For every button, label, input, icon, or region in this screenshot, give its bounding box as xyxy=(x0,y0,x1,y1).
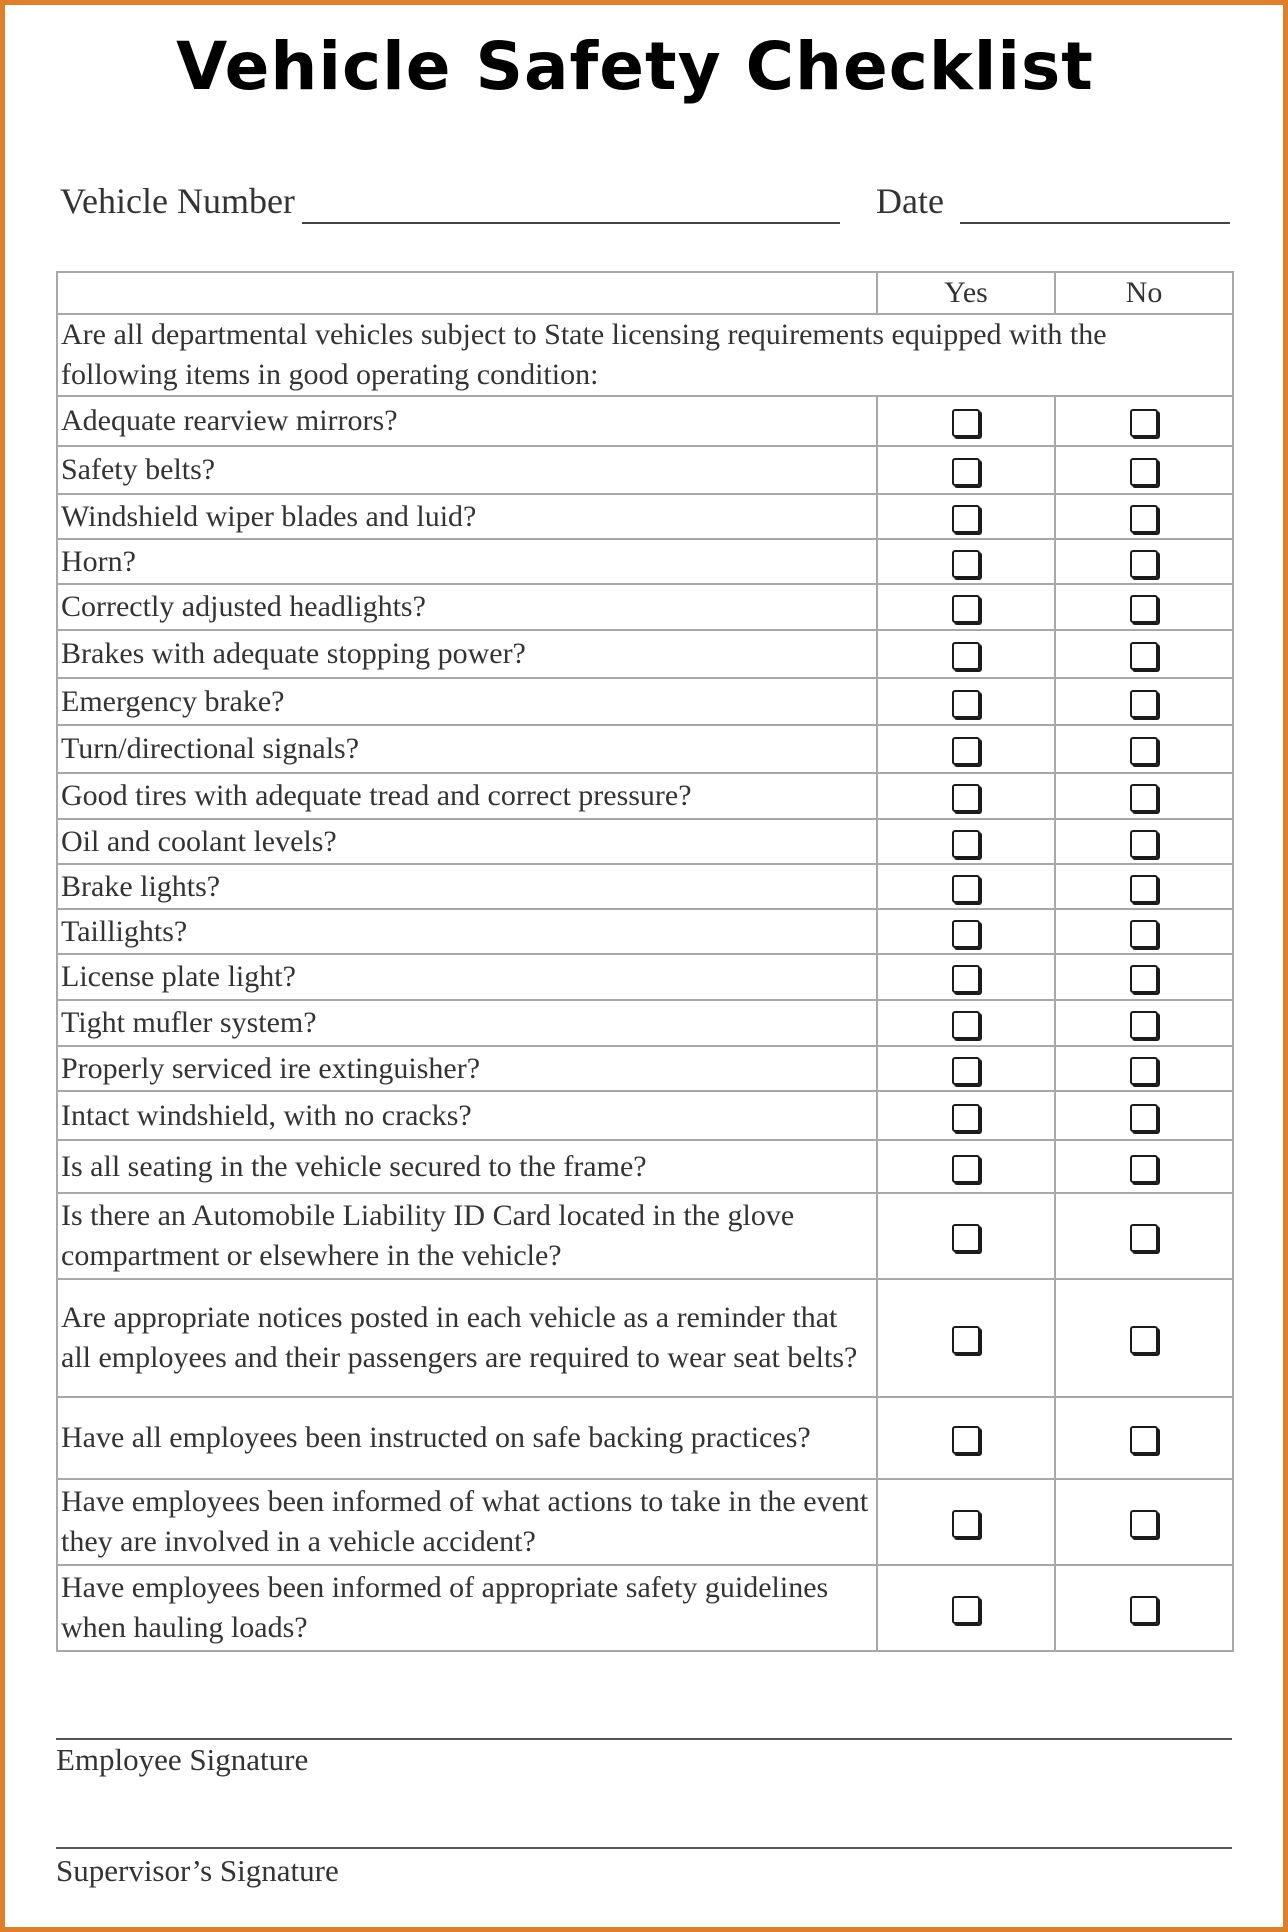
question-text: Good tires with adequate tread and correct pressure? xyxy=(57,773,877,819)
table-row xyxy=(57,773,1233,819)
question-text: License plate light? xyxy=(57,954,877,1000)
table-row xyxy=(57,678,1233,725)
yes-checkbox[interactable] xyxy=(952,1510,980,1538)
vehicle-number-field[interactable] xyxy=(302,222,840,224)
yes-checkbox[interactable] xyxy=(952,1057,980,1085)
table-row xyxy=(57,494,1233,539)
question-text: Are appropriate notices posted in each vehicle as a reminder that all employees and their passengers are required to wear seat belts? xyxy=(57,1279,877,1397)
question-text: Windshield wiper blades and luid? xyxy=(57,494,877,539)
yes-cell xyxy=(877,1279,1055,1397)
yes-checkbox[interactable] xyxy=(952,1104,980,1132)
yes-cell xyxy=(877,446,1055,494)
no-checkbox[interactable] xyxy=(1130,1011,1158,1039)
yes-cell xyxy=(877,1193,1055,1279)
supervisor-signature-line[interactable] xyxy=(56,1847,1232,1849)
yes-cell xyxy=(877,1479,1055,1565)
question-text: Brakes with adequate stopping power? xyxy=(57,630,877,678)
no-cell xyxy=(1055,1397,1233,1479)
yes-cell xyxy=(877,494,1055,539)
table-row xyxy=(57,909,1233,954)
table-row xyxy=(57,819,1233,864)
yes-checkbox[interactable] xyxy=(952,965,980,993)
intro-row xyxy=(57,314,1233,396)
question-text: Have employees been informed of what actions to take in the event they are involved in a vehicle accident? xyxy=(57,1479,877,1565)
question-text: Adequate rearview mirrors? xyxy=(57,396,877,446)
question-text: Have employees been informed of appropriate safety guidelines when hauling loads? xyxy=(57,1565,877,1651)
table-row xyxy=(57,1140,1233,1193)
yes-checkbox[interactable] xyxy=(952,595,980,623)
table-row xyxy=(57,584,1233,630)
question-text: Horn? xyxy=(57,539,877,584)
yes-checkbox[interactable] xyxy=(952,920,980,948)
yes-cell xyxy=(877,1565,1055,1651)
no-cell xyxy=(1055,1046,1233,1091)
question-text: Turn/directional signals? xyxy=(57,725,877,773)
yes-cell xyxy=(877,773,1055,819)
no-cell xyxy=(1055,494,1233,539)
no-checkbox[interactable] xyxy=(1130,1224,1158,1252)
no-cell xyxy=(1055,1091,1233,1140)
date-field[interactable] xyxy=(960,222,1230,224)
yes-checkbox[interactable] xyxy=(952,550,980,578)
no-checkbox[interactable] xyxy=(1130,595,1158,623)
table-row xyxy=(57,1000,1233,1046)
question-text: Correctly adjusted headlights? xyxy=(57,584,877,630)
no-cell xyxy=(1055,909,1233,954)
yes-cell xyxy=(877,396,1055,446)
no-checkbox[interactable] xyxy=(1130,505,1158,533)
yes-cell xyxy=(877,1397,1055,1479)
yes-cell xyxy=(877,630,1055,678)
yes-checkbox[interactable] xyxy=(952,875,980,903)
yes-checkbox[interactable] xyxy=(952,1426,980,1454)
no-cell xyxy=(1055,1140,1233,1193)
no-checkbox[interactable] xyxy=(1130,1426,1158,1454)
header-yes: Yes xyxy=(877,272,1055,314)
no-checkbox[interactable] xyxy=(1130,1326,1158,1354)
yes-cell xyxy=(877,1046,1055,1091)
table-row xyxy=(57,1279,1233,1397)
table-row xyxy=(57,1479,1233,1565)
yes-checkbox[interactable] xyxy=(952,1155,980,1183)
no-checkbox[interactable] xyxy=(1130,784,1158,812)
no-checkbox[interactable] xyxy=(1130,737,1158,765)
table-row xyxy=(57,1046,1233,1091)
yes-cell xyxy=(877,678,1055,725)
no-cell xyxy=(1055,630,1233,678)
question-text: Brake lights? xyxy=(57,864,877,909)
yes-checkbox[interactable] xyxy=(952,1326,980,1354)
yes-cell xyxy=(877,864,1055,909)
no-checkbox[interactable] xyxy=(1130,1104,1158,1132)
checklist-table xyxy=(56,271,1234,1652)
intro-text: Are all departmental vehicles subject to State licensing requirements equipped with the following items in good operating condition: xyxy=(57,314,1233,396)
yes-cell xyxy=(877,1091,1055,1140)
yes-cell xyxy=(877,584,1055,630)
yes-checkbox[interactable] xyxy=(952,505,980,533)
yes-cell xyxy=(877,954,1055,1000)
table-row xyxy=(57,864,1233,909)
no-checkbox[interactable] xyxy=(1130,550,1158,578)
no-cell xyxy=(1055,678,1233,725)
table-row xyxy=(57,1565,1233,1651)
no-cell xyxy=(1055,1193,1233,1279)
no-checkbox[interactable] xyxy=(1130,409,1158,437)
vehicle-number-label: Vehicle Number xyxy=(60,181,295,221)
no-cell xyxy=(1055,773,1233,819)
yes-cell xyxy=(877,1140,1055,1193)
no-cell xyxy=(1055,1565,1233,1651)
table-row xyxy=(57,630,1233,678)
question-text: Have all employees been instructed on safe backing practices? xyxy=(57,1397,877,1479)
no-cell xyxy=(1055,396,1233,446)
yes-checkbox[interactable] xyxy=(952,1224,980,1252)
no-checkbox[interactable] xyxy=(1130,690,1158,718)
page-title: Vehicle Safety Checklist xyxy=(176,28,1094,105)
yes-checkbox[interactable] xyxy=(952,1011,980,1039)
no-checkbox[interactable] xyxy=(1130,1596,1158,1624)
yes-checkbox[interactable] xyxy=(952,737,980,765)
question-text: Emergency brake? xyxy=(57,678,877,725)
table-header-row xyxy=(57,272,1233,314)
no-checkbox[interactable] xyxy=(1130,1057,1158,1085)
question-text: Properly serviced ire extinguisher? xyxy=(57,1046,877,1091)
no-cell xyxy=(1055,584,1233,630)
no-checkbox[interactable] xyxy=(1130,965,1158,993)
supervisor-signature-label: Supervisor’s Signature xyxy=(56,1853,339,1888)
yes-cell xyxy=(877,1000,1055,1046)
question-text: Intact windshield, with no cracks? xyxy=(57,1091,877,1140)
yes-checkbox[interactable] xyxy=(952,690,980,718)
table-row xyxy=(57,539,1233,584)
table-row xyxy=(57,725,1233,773)
no-cell xyxy=(1055,539,1233,584)
yes-cell xyxy=(877,909,1055,954)
yes-checkbox[interactable] xyxy=(952,409,980,437)
no-checkbox[interactable] xyxy=(1130,1155,1158,1183)
no-checkbox[interactable] xyxy=(1130,1510,1158,1538)
no-cell xyxy=(1055,864,1233,909)
question-text: Taillights? xyxy=(57,909,877,954)
question-text: Oil and coolant levels? xyxy=(57,819,877,864)
no-checkbox[interactable] xyxy=(1130,830,1158,858)
header-no: No xyxy=(1055,272,1233,314)
table-row xyxy=(57,446,1233,494)
no-cell xyxy=(1055,1279,1233,1397)
table-row xyxy=(57,1397,1233,1479)
question-text: Safety belts? xyxy=(57,446,877,494)
yes-checkbox[interactable] xyxy=(952,1596,980,1624)
no-cell xyxy=(1055,1479,1233,1565)
yes-cell xyxy=(877,725,1055,773)
yes-checkbox[interactable] xyxy=(952,784,980,812)
no-checkbox[interactable] xyxy=(1130,642,1158,670)
date-label: Date xyxy=(876,181,944,221)
no-checkbox[interactable] xyxy=(1130,920,1158,948)
employee-signature-line[interactable] xyxy=(56,1738,1232,1740)
no-cell xyxy=(1055,446,1233,494)
no-cell xyxy=(1055,1000,1233,1046)
yes-cell xyxy=(877,819,1055,864)
no-cell xyxy=(1055,725,1233,773)
no-cell xyxy=(1055,819,1233,864)
question-text: Is there an Automobile Liability ID Card located in the glove compartment or elsewhere in the vehicle? xyxy=(57,1193,877,1279)
yes-checkbox[interactable] xyxy=(952,458,980,486)
no-cell xyxy=(1055,954,1233,1000)
yes-cell xyxy=(877,539,1055,584)
question-text: Tight mufler system? xyxy=(57,1000,877,1046)
no-checkbox[interactable] xyxy=(1130,875,1158,903)
header-blank-cell xyxy=(57,272,877,314)
yes-checkbox[interactable] xyxy=(952,830,980,858)
no-checkbox[interactable] xyxy=(1130,458,1158,486)
table-row xyxy=(57,1091,1233,1140)
employee-signature-label: Employee Signature xyxy=(56,1742,309,1777)
table-row xyxy=(57,1193,1233,1279)
table-row xyxy=(57,954,1233,1000)
question-text: Is all seating in the vehicle secured to the frame? xyxy=(57,1140,877,1193)
table-row xyxy=(57,396,1233,446)
yes-checkbox[interactable] xyxy=(952,642,980,670)
